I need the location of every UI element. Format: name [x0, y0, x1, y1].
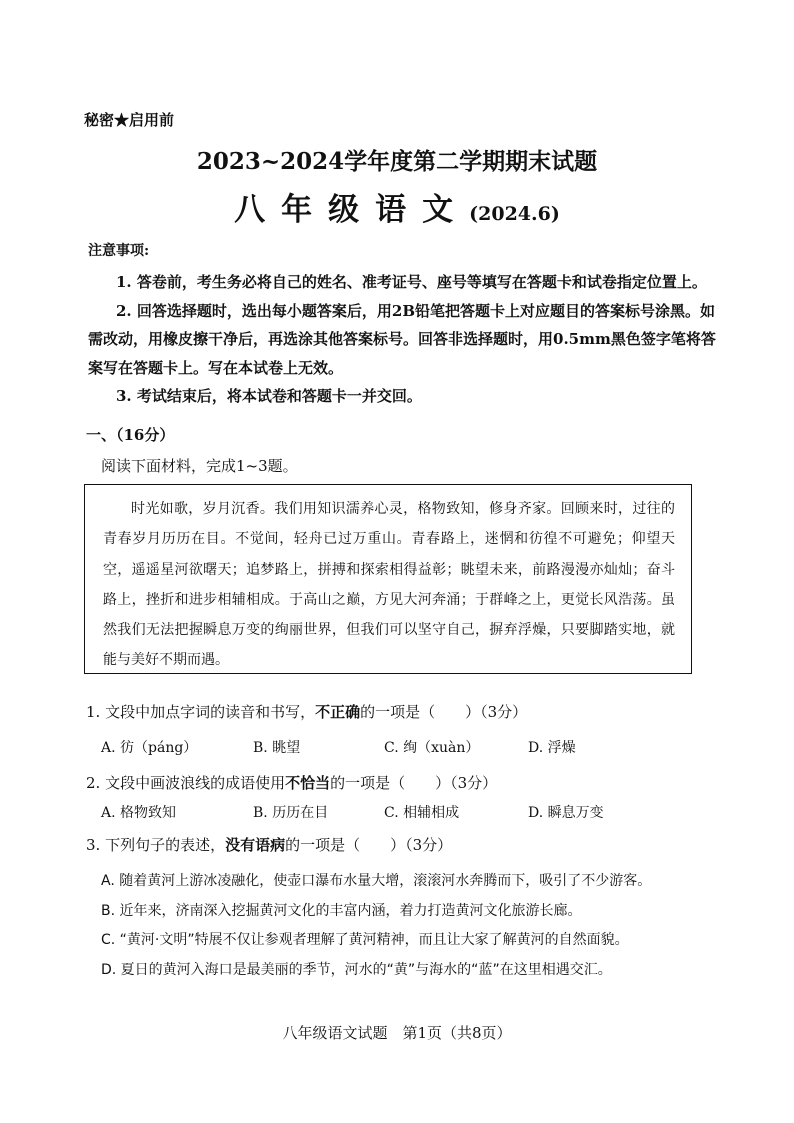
question-1-option-c: C. 绚（xuàn） [384, 740, 480, 756]
section-instruction: 阅读下面材料，完成1~3题。 [101, 457, 298, 475]
question-3-option-b: B. 近年来，济南深入挖掘黄河文化的丰富内涵，着力打造黄河文化旅游长廊。 [101, 902, 582, 919]
question-1-option-b: B. 眺望 [253, 740, 301, 756]
notice-item: 1. 答卷前，考生务必将自己的姓名、准考证号、座号等填写在答题卡和试卷指定位置上。 [116, 273, 707, 291]
question-1-stem: 1. 文段中加点字词的读音和书写，不正确的一项是（ ）（3分） [86, 703, 528, 721]
page-footer: 八年级语文试题 第1页（共8页） [282, 1024, 512, 1042]
subject-title [0, 184, 794, 229]
question-3-stem: 3. 下列句子的表述，没有语病的一项是（ ）（3分） [86, 836, 453, 854]
question-2-option-a: A. 格物致知 [101, 805, 177, 821]
question-2-option-c: C. 相辅相成 [384, 805, 460, 821]
notice-list [88, 268, 718, 411]
exam-date: (2024.6) [469, 203, 560, 225]
notice-heading: 注意事项: [88, 243, 150, 259]
exam-title: 2023~2024学年度第二学期期末试题 [196, 148, 598, 175]
question-3-option-c: C. “黄河·文明”特展不仅让参观者理解了黄河精神，而且让大家了解黄河的自然面貌。 [101, 932, 629, 948]
question-2-option-d: D. 瞬息万变 [528, 805, 604, 821]
subject-name: 八年级语文 [234, 192, 470, 228]
question-1-option-a: A. 彷（páng） [101, 740, 198, 756]
question-2-stem: 2. 文段中画波浪线的成语使用不恰当的一项是（ ）（3分） [86, 774, 498, 792]
question-3-options [101, 867, 651, 985]
reading-passage: 时光如歌，岁月沉香。我们用知识濡养心灵，格物致知，修身齐家。回顾来时，过往的青春岁月历历在目。不觉间，轻舟已过万重山。青春路上，迷惘和彷徨不可避免；仰望天空，遥遥星河欲曙天；追梦路上，拼搏和探索相得益彰；眺望未来，前路漫漫亦灿灿；奋斗路上，挫折和进步相辅相成。于高山之巅，方见大河奔涌；于群峰之上，更觉长风浩荡。虽然我们无法把握瞬息万变的绚丽世界，但我们可以坚守自己，摒弃浮燥，只要脚踏实地，就能与美好不期而遇。 [103, 501, 675, 669]
notice-item: 2. 回答选择题时，选出每小题答案后，用2B铅笔把答题卡上对应题目的答案标号涂黑。如需改动，用橡皮擦干净后，再选涂其他答案标号。回答非选择题时，用0.5mm黑色签字笔将答案写在答题卡上。写在本试卷上无效。 [88, 301, 716, 377]
question-3-option-a: A. 随着黄河上游冰凌融化，使壶口瀑布水量大增，滚滚河水奔腾而下，吸引了不少游客。 [101, 873, 652, 889]
confidential-label: 秘密★启用前 [84, 111, 175, 129]
reading-passage-box [84, 484, 692, 674]
question-2-option-b: B. 历历在目 [253, 805, 329, 821]
question-1-option-d: D. 浮燥 [528, 740, 576, 756]
notice-item: 3. 考试结束后，将本试卷和答题卡一并交回。 [116, 387, 422, 405]
question-3-option-d: D. 夏日的黄河入海口是最美丽的季节，河水的“黄”与海水的“蓝”在这里相遇交汇。 [101, 961, 612, 978]
section-heading: 一、（16分） [86, 426, 175, 444]
